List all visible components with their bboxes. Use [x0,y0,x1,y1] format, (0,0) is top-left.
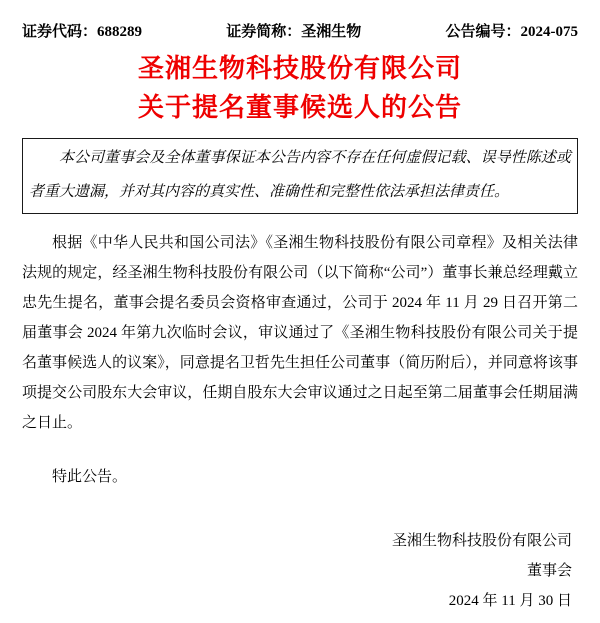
stock-name: 证券简称：圣湘生物 [226,24,362,40]
signature-board: 董事会 [526,563,572,579]
disclaimer-box [22,138,578,214]
closing-note: 特此公告。 [52,469,128,485]
announcement-number: 公告编号：2024-075 [445,24,578,40]
announcement-header [22,20,578,41]
stock-code: 证券代码：688289 [22,24,143,40]
signature-block [22,526,578,616]
signature-date: 2024 年 11 月 30 日 [448,593,572,609]
body-paragraph: 根据《中华人民共和国公司法》《圣湘生物科技股份有限公司章程》及相关法律法规的规定，经圣湘生物科技股份有限公司（以下简称“公司”）董事长兼总经理戴立忠先生提名，董事会提名委员会资格审查通过，公司于 2024 年 11 月 29 日召开第二届董事会 2024 年第九次临时会议，审议通过了《圣湘生物科技股份有限公司关于提名董事候选人的议案》，同意提名卫哲先生担任公司董事（简历附后），并同意将该事项提交公司股东大会审议，任期自股东大会审议通过之日起至第二届董事会任期届满之日止。 [22,235,578,431]
page-title [22,49,578,127]
page-title-line1: 圣湘生物科技股份有限公司 [137,53,462,83]
page-title-line2: 关于提名董事候选人的公告 [137,92,462,122]
signature-company: 圣湘生物科技股份有限公司 [391,533,572,549]
disclaimer-text: 本公司董事会及全体董事保证本公告内容不存在任何虚假记载、误导性陈述或者重大遗漏，并对其内容的真实性、准确性和完整性依法承担法律责任。 [29,150,571,200]
